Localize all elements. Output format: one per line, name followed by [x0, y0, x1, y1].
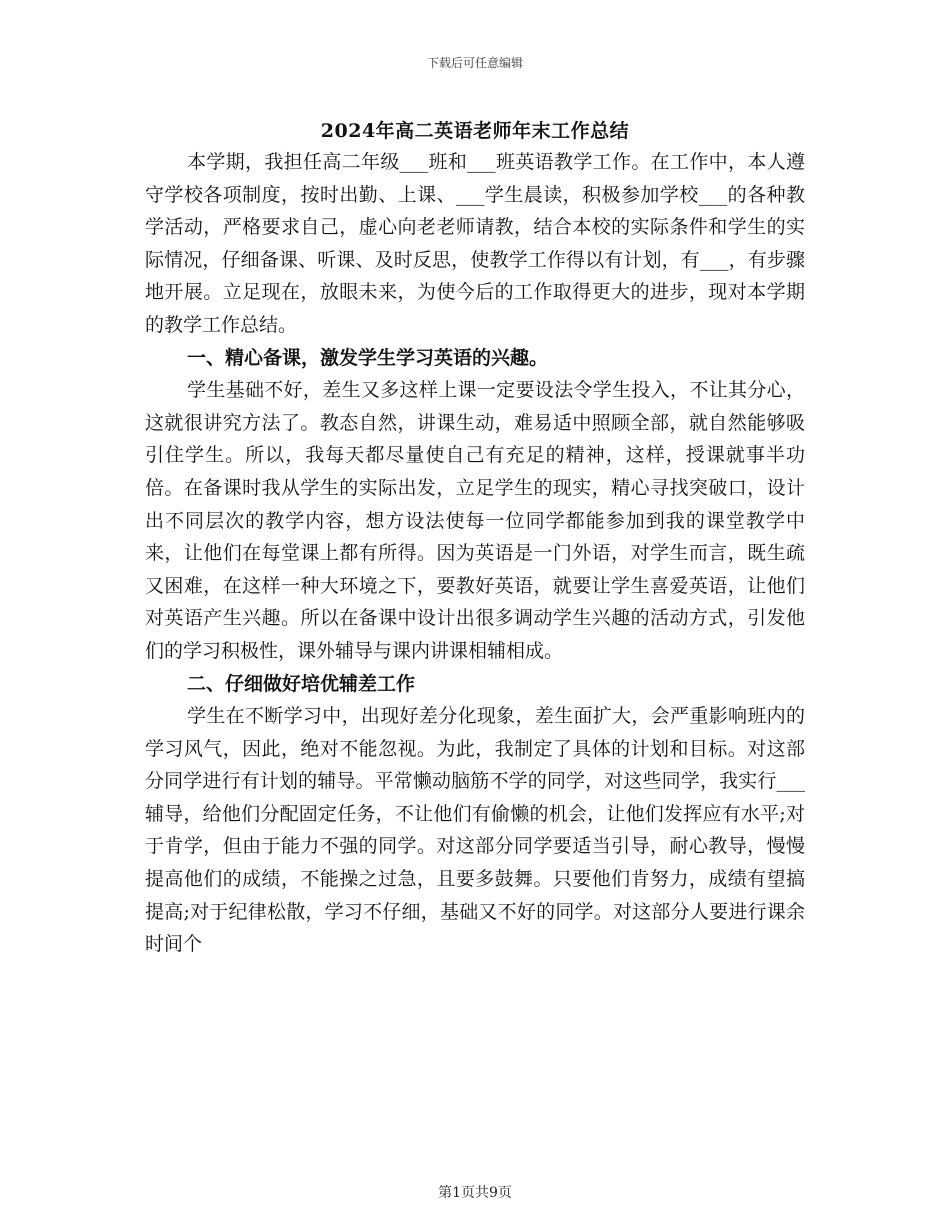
intro-paragraph: 本学期，我担任高二年级___班和___班英语教学工作。在工作中，本人遵守学校各项制度，按时出勤、上课、___学生晨读，积极参加学校___的各种教学活动，严格要求自己，虚心向老老师请教，结合本校的实际条件和学生的实际情况，仔细备课、听课、及时反思，使教学工作得以有计划，有___，有步骤地开展。立足现在，放眼未来，为使今后的工作取得更大的进步，现对本学期的教学工作总结。	[145, 151, 805, 336]
document-body	[145, 146, 805, 961]
page-number-footer: 第1页共9页	[438, 1185, 512, 1201]
section-1-heading: 一、精心备课，激发学生学习英语的兴趣。	[187, 346, 549, 369]
document-title: 2024年高二英语老师年末工作总结	[320, 120, 630, 142]
header-note: 下载后可任意编辑	[426, 56, 523, 70]
section-1-paragraph: 学生基础不好，差生又多这样上课一定要设法令学生投入，不让其分心，这就很讲究方法了。教态自然，讲课生动，难易适中照顾全部，就自然能够吸引住学生。所以，我每天都尽量使自己有充足的精神，这样，授课就事半功倍。在备课时我从学生的实际出发，立足学生的现实，精心寻找突破口，设计出不同层次的教学内容，想方设法使每一位同学都能参加到我的课堂教学中来，让他们在每堂课上都有所得。因为英语是一门外语，对学生而言，既生疏又困难，在这样一种大环境之下，要教好英语，就要让学生喜爱英语，让他们对英语产生兴趣。所以在备课中设计出很多调动学生兴趣的活动方式，引发他们的学习积极性，课外辅导与课内讲课相辅相成。	[145, 379, 805, 662]
section-2-heading: 二、仔细做好培优辅差工作	[187, 672, 416, 695]
section-2-paragraph: 学生在不断学习中，出现好差分化现象，差生面扩大，会严重影响班内的学习风气，因此，绝对不能忽视。为此，我制定了具体的计划和目标。对这部分同学进行有计划的辅导。平常懒动脑筋不学的同学，对这些同学，我实行___辅导，给他们分配固定任务，不让他们有偷懒的机会，让他们发挥应有水平;对于肯学，但由于能力不强的同学。对这部分同学要适当引导，耐心教导，慢慢提高他们的成绩，不能操之过急，且要多鼓舞。只要他们肯努力，成绩有望搞提高;对于纪律松散，学习不仔细，基础又不好的同学。对这部分人要进行课余时间个	[145, 705, 805, 956]
